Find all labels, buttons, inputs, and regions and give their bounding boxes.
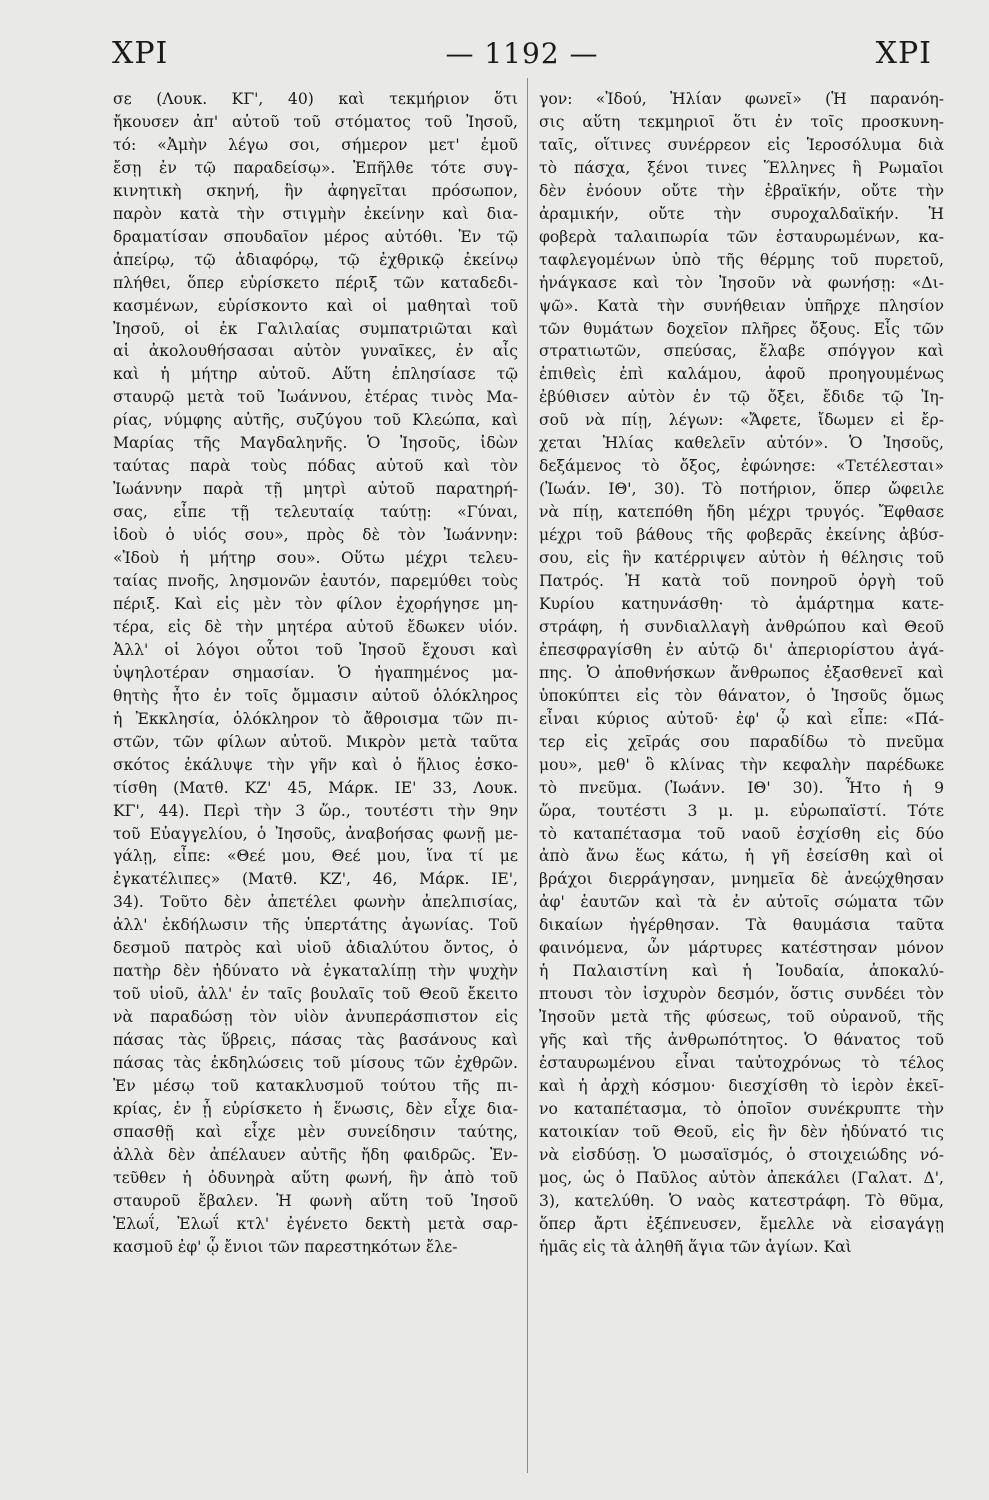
running-head-right: ΧΡΙ [875,35,932,71]
text-line: κρίας, ἐν ᾗ εὑρίσκετο ἡ ἕνωσις, δὲν εἶχε δια- [113,1099,518,1118]
text-line: «Ἰδοὺ ἡ μήτηρ σου». Οὕτω μέχρι τελευ- [113,549,518,568]
text-line: Κυρίου κατηυνάσθη· τὸ ἁμάρτημα κατε- [539,594,944,613]
text-line: σταυροῦ ἔβαλεν. Ἡ φωνὴ αὕτη τοῦ Ἰησοῦ [113,1191,518,1210]
text-line: ἀπὸ ἄνω ἕως κάτω, ἡ γῆ ἐσείσθη καὶ οἱ [539,847,944,866]
text-line: θητὴς ἦτο ἐν τοῖς ὄμμασιν αὐτοῦ ὁλόκληρος [113,686,518,705]
text-line: πης. Ὁ ἀποθνήσκων ἄνθρωπος ἐξασθενεῖ καὶ [539,663,944,682]
text-line: Ἀλλ' οἱ λόγοι οὗτοι τοῦ Ἰησοῦ ἔχουσι καὶ [113,640,518,659]
text-line: κασμένων, εὑρίσκοντο καὶ οἱ μαθηταὶ τοῦ [113,296,518,315]
text-line: τό: «Ἀμὴν λέγω σοι, σήμερον μετ' ἐμοῦ [113,135,518,154]
text-line: βράχοι διερράγησαν, μνημεῖα δὲ ἀνεῴχθησαν [539,870,944,889]
text-line: τερ εἰς χεῖράς σου παραδίδω τὸ πνεῦμα [539,732,944,751]
text-line: ὅπερ ἄρτι ἐξέπνευσεν, ἔμελλε νὰ εἰσαγάγῃ [539,1214,944,1233]
text-line: ἠνάγκασε καὶ τὸν Ἰησοῦν νὰ φωνήσῃ: «Δι- [539,273,944,292]
text-line: ἐγκατέλιπες» (Ματθ. ΚΖ', 46, Μάρκ. ΙΕ', [113,870,518,889]
text-line: ψῶ». Κατὰ τὴν συνήθειαν ὑπῆρχε πλησίον [539,296,944,315]
text-line: ἡμᾶς εἰς τὰ ἀληθῆ ἅγια τῶν ἁγίων. Καὶ [539,1237,852,1256]
text-line: Ἰωάννην παρὰ τῇ μητρὶ αὐτοῦ παρατηρή- [113,480,518,499]
text-line: νὰ πίῃ, κατεπόθη ἤδη μέχρι τρυγός. Ἔφθασε [539,503,944,522]
text-line: τὸ πνεῦμα. (Ἰωάνν. ΙΘ' 30). Ἦτο ἡ 9 [539,778,944,797]
text-line: γῆς καὶ τῆς ἀνθρωπότητος. Ὁ θάνατος τοῦ [539,1031,944,1050]
text-line: ἀλλ' ἐκδήλωσιν τῆς ὑπερτάτης ἀγωνίας. Τοῦ [113,916,518,935]
text-line: ἀραμικήν, οὔτε τὴν συροχαλδαϊκήν. Ἡ [539,204,944,223]
text-line: σε (Λουκ. ΚΓ', 40) καὶ τεκμήριον ὅτι [113,90,518,108]
text-line: τὸ καταπέτασμα τοῦ ναοῦ ἐσχίσθη εἰς δύο [539,824,944,843]
text-line: κινητικὴ σκηνή, ἣν ἀφηγεῖται πρόσωπον, [113,181,518,200]
text-line: ἐβύθισεν αὐτὸν ἐν τῷ ὄξει, ἔδιδε τῷ Ἰη- [539,388,944,407]
text-line: μου», μεθ' ὃ κλίνας τὴν κεφαλὴν παρέδωκε [539,755,944,774]
text-line: νὰ παραδώσῃ τὸν υἱὸν ἀνυπεράσπιστον εἰς [113,1008,518,1027]
text-line: ἀλλὰ δὲν ἀπέλαυεν αὐτῆς ἤδη φαιδρῶς. Ἐν- [113,1145,518,1164]
text-line: ρίας, νύμφης αὐτῆς, συζύγου τοῦ Κλεώπα, καὶ [113,411,518,430]
text-line: 34). Τοῦτο δὲν ἀπετέλει φωνὴν ἀπελπισίας, [113,893,518,912]
text-line: ἐσταυρωμένου εἶναι ταὐτοχρόνως τὸ τέλος [539,1054,944,1073]
text-line: τεῦθεν ἡ ὀδυνηρὰ αὕτη φωνή, ἣν ἀπὸ τοῦ [113,1168,518,1187]
text-line: πάσας τὰς ἐκδηλώσεις τοῦ μίσους τῶν ἐχθρῶν. [113,1054,518,1073]
right-column [539,88,944,1483]
text-line: ὑποκύπτει εἰς τὸν θάνατον, ὁ Ἰησοῦς ὅμως [539,686,944,705]
text-line: χεται Ἠλίας καθελεῖν αὐτόν». Ὁ Ἰησοῦς, [539,434,944,453]
text-line: τέρα, εἰς δὲ τὴν μητέρα αὐτοῦ ἔδωκεν υἱόν. [113,617,518,636]
text-line: ὑψηλοτέραν σημασίαν. Ὁ ἠγαπημένος μα- [113,663,518,682]
text-line: παρὸν κατὰ τὴν στιγμὴν ἐκείνην καὶ δια- [113,204,518,223]
text-line: ἤκουσεν ἀπ' αὐτοῦ τοῦ στόματος τοῦ Ἰησοῦ, [113,112,518,131]
page-number: — 1192 — [445,36,599,70]
text-line: μέχρι τοῦ βάθους τῆς φοβερᾶς ἐκείνης ἀβύσ- [539,526,944,545]
text-line: σας, εἶπε τῇ τελευταίᾳ ταύτῃ: «Γύναι, [113,503,518,522]
text-line: καὶ ἡ ἀρχὴ κόσμου· διεσχίσθη τὸ ἱερὸν ἐκεῖ- [539,1076,944,1095]
text-line: τίσθη (Ματθ. ΚΖ' 45, Μάρκ. ΙΕ' 33, Λουκ. [113,778,518,797]
text-line: τοῦ υἱοῦ, ἀλλ' ἐν ταῖς βουλαῖς τοῦ Θεοῦ ἔκειτο [113,985,518,1004]
text-line: στρατιωτῶν, σπεύσας, ἔλαβε σπόγγον καὶ [539,342,944,361]
text-line: γον: «Ἰδού, Ἠλίαν φωνεῖ» (Ἡ παρανόη- [539,90,944,108]
text-line: (Ἰωάν. ΙΘ', 30). Τὸ ποτήριον, ὅπερ ὤφειλε [539,480,944,499]
text-line: δραματίσαν σπουδαῖον μέρος αὐτόθι. Ἐν τῷ [113,227,518,246]
text-line: κατοικίαν τοῦ Θεοῦ, εἰς ἣν δὲν ἠδύνατό τις [539,1122,944,1141]
text-line: ἔσῃ ἐν τῷ παραδείσῳ». Ἐπῆλθε τότε συγ- [113,158,518,177]
text-line: ἡ Παλαιστίνη καὶ ἡ Ἰουδαία, ἀποκαλύ- [539,962,944,981]
text-line: Ἐν μέσῳ τοῦ κατακλυσμοῦ τούτου τῆς πι- [113,1076,518,1095]
text-line: κασμοῦ ἐφ' ᾧ ἔνιοι τῶν παρεστηκότων ἔλε- [113,1237,458,1256]
text-line: καὶ ἡ μήτηρ αὐτοῦ. Αὕτη ἐπλησίασε τῷ [113,365,518,384]
text-line: πάσας τὰς ὕβρεις, πάσας τὰς βασάνους καὶ [113,1031,518,1050]
text-line: στῶν, τῶν φίλων αὐτοῦ. Μικρὸν μετὰ ταῦτα [113,732,518,751]
text-line: σοῦ νὰ πίῃ, λέγων: «Ἄφετε, ἴδωμεν εἰ ἔρ- [539,411,944,430]
text-line: εἶναι κύριος αὐτοῦ· ἐφ' ᾧ καὶ εἶπε: «Πά- [539,709,944,728]
text-line: πλήθει, ὅπερ εὑρίσκετο πέριξ τῶν καταδεδι- [113,273,518,292]
text-line: Ἐλωΐ, Ἐλωΐ κτλ' ἐγένετο δεκτὴ μετὰ σαρ- [113,1214,518,1233]
text-line: ἐπεσφραγίσθη ἐν αὐτῷ δι' ἀπεριορίστου ἀγά- [539,640,944,659]
text-line: σκότος ἐκάλυψε τὴν γῆν καὶ ὁ ἥλιος ἐσκο- [113,755,518,774]
text-line: ΚΓ', 44). Περὶ τὴν 3 ὥρ., τουτέστι τὴν 9ην [113,801,518,820]
text-line: σου, εἰς ἣν κατέρριψεν αὐτὸν ἡ θέλησις τοῦ [539,549,944,568]
text-line: ἀπείρῳ, τῷ ἀδιαφόρῳ, τῷ ἐχθρικῷ ἐκείνῳ [113,250,518,269]
text-line: σπασθῇ καὶ εἶχε μὲν συνείδησιν ταύτης, [113,1122,518,1141]
text-line: 3), κατελύθη. Ὁ ναὸς κατεστράφη. Τὸ θῦμα, [539,1191,944,1210]
text-line: νο καταπέτασμα, τὸ ὁποῖον συνέκρυπτε τὴν [539,1099,944,1118]
text-line: μος, ὡς ὁ Παῦλος αὐτὸν ἀπεκάλει (Γαλατ. Δ', [539,1168,944,1187]
page-header [112,28,932,78]
text-line: νὰ εἰσδύσῃ. Ὁ μωσαϊσμός, ὁ στοιχειώδης νό- [539,1145,944,1164]
text-line: φαινόμενα, ὧν μάρτυρες κατέστησαν μόνον [539,939,944,958]
text-line: ὥρα, τουτέστι 3 μ. μ. εὐρωπαϊστί. Τότε [539,801,944,820]
text-line: πέριξ. Καὶ εἰς μὲν τὸν φίλον ἐχορήγησε μη- [113,594,518,613]
text-line: δὲν ἐνόουν οὔτε τὴν ἑβραϊκήν, οὔτε τὴν [539,181,944,200]
text-line: ἰδοὺ ὁ υἱός σου», πρὸς δὲ τὸν Ἰωάννην: [113,526,518,545]
text-line: γάλῃ, εἶπε: «Θεέ μου, Θεέ μου, ἵνα τί με [113,847,518,866]
text-line: δεσμοῦ πατρὸς καὶ υἱοῦ ἀδιαλύτου ὄντος, ὁ [113,939,518,958]
text-line: σις αὕτη τεκμηριοῖ ὅτι ἐν τοῖς προσκυνη- [539,112,944,131]
text-line: Ἰησοῦν μετὰ τῆς φύσεως, τοῦ οὐρανοῦ, τῆς [539,1008,944,1027]
text-line: τοῦ Εὐαγγελίου, ὁ Ἰησοῦς, ἀναβοήσας φωνῇ με- [113,824,518,843]
text-line: ταφλεγομένων ὑπὸ τῆς θέρμης τοῦ πυρετοῦ, [539,250,944,269]
text-line: αἱ ἀκολουθήσασαι αὐτὸν γυναῖκες, ἐν αἷς [113,342,518,361]
text-line: τῶν θυμάτων δοχεῖον πλῆρες ὄξους. Εἷς τῶν [539,319,944,338]
text-line: φοβερὰ ταλαιπωρία τῶν ἐσταυρωμένων, κα- [539,227,944,246]
text-line: Ἰησοῦ, οἱ ἐκ Γαλιλαίας συμπατριῶται καὶ [113,319,518,338]
text-line: ἀφ' ἑαυτῶν καὶ τὰ ἐν αὐτοῖς σώματα τῶν [539,893,944,912]
text-line: Πατρός. Ἡ κατὰ τοῦ πονηροῦ ὀργὴ τοῦ [539,572,944,591]
left-column [113,88,518,1483]
text-line: σταυρῷ μετὰ τοῦ Ἰωάννου, ἑτέρας τινὸς Μα- [113,388,518,407]
text-line: ἡ Ἐκκλησία, ὁλόκληρον τὸ ἄθροισμα τῶν πι- [113,709,518,728]
text-line: πτουσι τὸν ἰσχυρὸν δεσμόν, ὅστις συνδέει τὸν [539,985,944,1004]
running-head-left: ΧΡΙ [112,35,169,71]
text-line: Μαρίας τῆς Μαγδαληνῆς. Ὁ Ἰησοῦς, ἰδὼν [113,434,518,453]
text-line: πατὴρ δὲν ἠδύνατο νὰ ἐγκαταλίπῃ τὴν ψυχὴν [113,962,518,981]
text-line: ταῖς, οἵτινες συνέρρεον εἰς Ἱεροσόλυμα διὰ [539,135,944,154]
text-line: ταίας πνοῆς, λησμονῶν ἑαυτόν, παρεμύθει τοὺς [113,572,518,591]
text-line: ἐπιθεὶς ἐπὶ καλάμου, ἀφοῦ προηγουμένως [539,365,944,384]
text-line: ταύτας παρὰ τοὺς πόδας αὐτοῦ καὶ τὸν [113,457,518,476]
text-line: δικαίων ἠγέρθησαν. Τὰ θαυμάσια ταῦτα [539,916,944,935]
text-line: δεξάμενος τὸ ὄξος, ἐφώνησε: «Τετέλεσται» [539,457,944,476]
column-divider [527,78,528,1473]
text-line: τὸ πάσχα, ξένοι τινες Ἕλληνες ἢ Ρωμαῖοι [539,158,944,177]
text-line: στράφη, ἡ συνδιαλλαγὴ ἀνθρώπου καὶ Θεοῦ [539,617,944,636]
